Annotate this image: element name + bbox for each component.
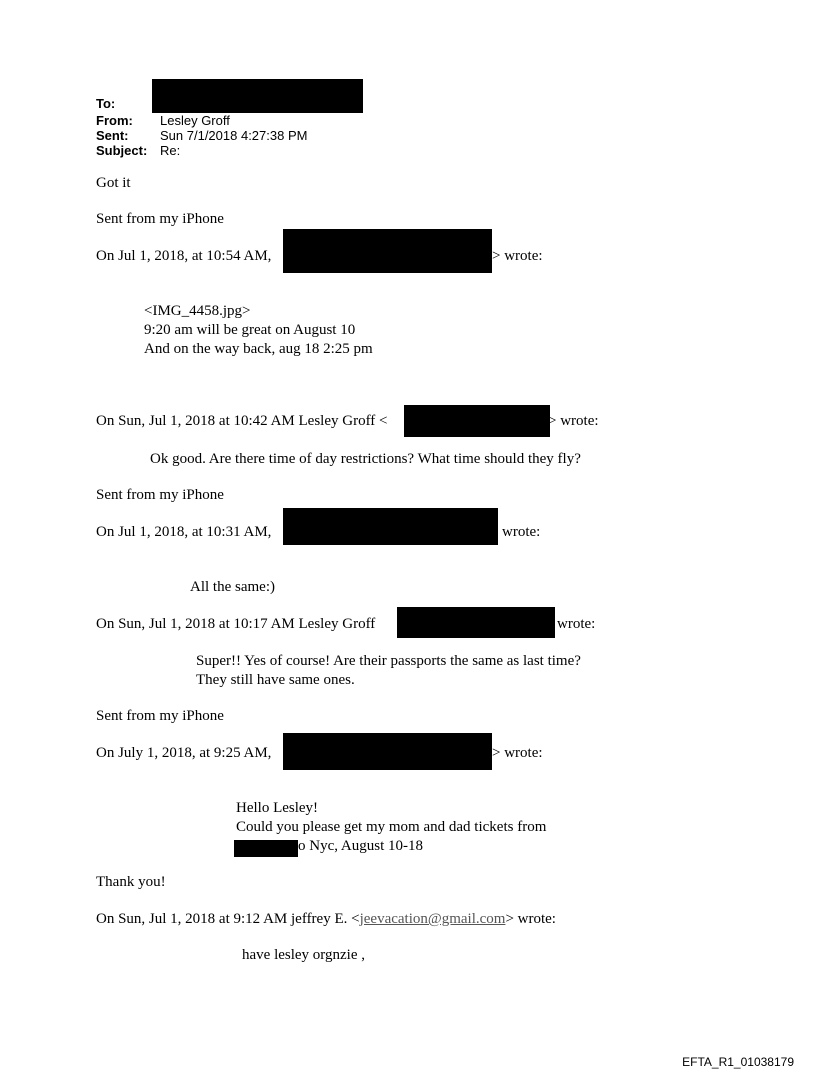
redaction-block [152, 79, 363, 113]
email-link[interactable]: jeevacation@gmail.com [359, 911, 506, 927]
quote-line: They still have same ones. [196, 672, 355, 688]
quote-line: Super!! Yes of course! Are their passports the same as last time? [196, 653, 581, 669]
quote-line: And on the way back, aug 18 2:25 pm [144, 341, 373, 357]
attribution-prefix: On Sun, Jul 1, 2018 at 9:12 AM jeffrey E. < [96, 911, 360, 927]
attribution-line: On July 1, 2018, at 9:25 AM, [96, 745, 272, 761]
attribution-line: On Jul 1, 2018, at 10:31 AM, [96, 524, 272, 540]
quote-line: Ok good. Are there time of day restrictions? What time should they fly? [150, 451, 581, 467]
signature: Sent from my iPhone [96, 708, 224, 724]
document-id: EFTA_R1_01038179 [682, 1055, 794, 1069]
from-value: Lesley Groff [160, 113, 230, 128]
redaction-block [283, 229, 492, 273]
redaction-block [404, 405, 550, 437]
subject-value: Re: [160, 143, 181, 158]
redaction-block [234, 840, 298, 857]
redaction-block [283, 733, 492, 770]
attribution-wrote: > wrote: [548, 413, 599, 429]
reply-text: Got it [96, 175, 131, 191]
attribution-line: On Sun, Jul 1, 2018 at 10:42 AM Lesley Groff < [96, 413, 388, 429]
quote-line: All the same:) [190, 579, 275, 595]
attribution-wrote: wrote: [557, 616, 596, 632]
sent-value: Sun 7/1/2018 4:27:38 PM [160, 128, 308, 143]
subject-label: Subject: [96, 143, 148, 158]
attribution-wrote: wrote: [502, 524, 541, 540]
attachment-name: <IMG_4458.jpg> [144, 303, 251, 319]
quote-line: Could you please get my mom and dad tickets from [236, 819, 547, 835]
quote-line: 9:20 am will be great on August 10 [144, 322, 356, 338]
sent-label: Sent: [96, 128, 129, 143]
redaction-block [283, 508, 498, 545]
quote-line: o Nyc, August 10-18 [298, 838, 423, 854]
attribution-line [96, 911, 556, 928]
quote-line: have lesley orgnzie , [242, 947, 366, 963]
signature: Sent from my iPhone [96, 211, 224, 227]
attribution-line: On Jul 1, 2018, at 10:54 AM, [96, 248, 272, 264]
quote-line: Hello Lesley! [236, 800, 319, 816]
from-label: From: [96, 113, 133, 128]
to-label: To: [96, 96, 116, 111]
redaction-block [397, 607, 555, 638]
attribution-wrote: > wrote: [492, 745, 543, 761]
signature: Sent from my iPhone [96, 487, 224, 503]
attribution-wrote: > wrote: [505, 911, 556, 927]
attribution-line: On Sun, Jul 1, 2018 at 10:17 AM Lesley Groff [96, 616, 376, 632]
thanks-text: Thank you! [96, 874, 166, 890]
attribution-wrote: > wrote: [492, 248, 543, 264]
